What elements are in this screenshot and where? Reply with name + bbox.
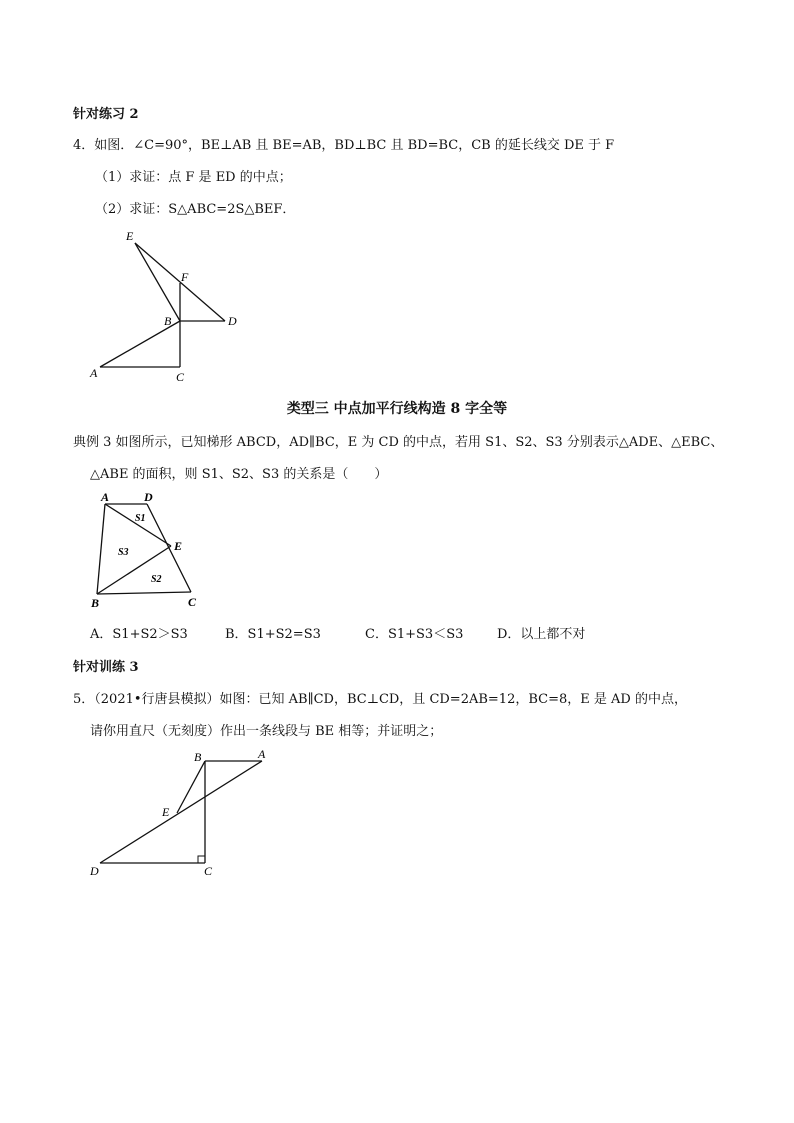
- label-E: E: [174, 539, 183, 553]
- example3-option-d: D．以上都不对: [497, 627, 586, 642]
- q4-part1: （1）求证：点 F 是 ED 的中点；: [95, 170, 292, 185]
- example3-stem-line1: 典例 3 如图所示，已知梯形 ABCD，AD∥BC，E 为 CD 的中点，若用 S1、S2、S3 分别表示△ADE、△EBC、: [73, 435, 724, 450]
- right-angle-mark: [198, 856, 205, 863]
- seg-BE: [97, 546, 171, 594]
- label-C: C: [204, 864, 213, 878]
- label-E: E: [162, 805, 170, 819]
- training3-heading: 针对训练 3: [73, 660, 139, 675]
- label-S3: S3: [118, 547, 129, 558]
- label-A: A: [258, 747, 266, 761]
- q5-line2: 请你用直尺（无刻度）作出一条线段与 BE 相等；并证明之；: [90, 724, 443, 739]
- q5-line1: 5．（2021•行唐县模拟）如图：已知 AB∥CD，BC⊥CD，且 CD=2AB=12，BC=8，E 是 AD 的中点，: [73, 692, 687, 707]
- example3-option-a: A．S1+S2＞S3: [90, 627, 188, 642]
- seg-CB: [97, 592, 191, 594]
- label-A: A: [90, 366, 98, 380]
- label-C: C: [188, 595, 197, 609]
- label-A: A: [101, 490, 110, 504]
- seg-BE: [135, 243, 180, 321]
- label-F: F: [181, 270, 189, 284]
- label-S2: S2: [151, 574, 162, 585]
- label-B: B: [194, 750, 202, 764]
- label-B: B: [164, 314, 172, 328]
- practice2-heading: 针对练习 2: [73, 107, 139, 122]
- label-B: B: [91, 596, 100, 610]
- label-D: D: [144, 490, 153, 504]
- label-C: C: [176, 370, 185, 384]
- seg-DA: [100, 761, 262, 863]
- seg-AE: [105, 504, 171, 546]
- figure-example3: [85, 488, 215, 613]
- figure-q5: [80, 745, 280, 880]
- label-D: D: [90, 864, 99, 878]
- label-D: D: [228, 314, 237, 328]
- example3-option-b: B．S1+S2=S3: [225, 627, 321, 642]
- q4-stem: 4．如图．∠C=90°，BE⊥AB 且 BE=AB，BD⊥BC 且 BD=BC，CB 的延长线交 DE 于 F: [73, 138, 615, 153]
- label-E: E: [126, 229, 134, 243]
- type3-title: 类型三 中点加平行线构造 8 字全等: [286, 401, 508, 417]
- q4-part2: （2）求证：S△ABC=2S△BEF．: [95, 202, 296, 217]
- example3-stem-line2: △ABE 的面积，则 S1、S2、S3 的关系是（ ）: [90, 467, 388, 482]
- label-S1: S1: [135, 513, 146, 524]
- seg-BA: [97, 504, 105, 594]
- example3-option-c: C．S1+S3＜S3: [365, 627, 464, 642]
- figure-q4: [80, 225, 260, 385]
